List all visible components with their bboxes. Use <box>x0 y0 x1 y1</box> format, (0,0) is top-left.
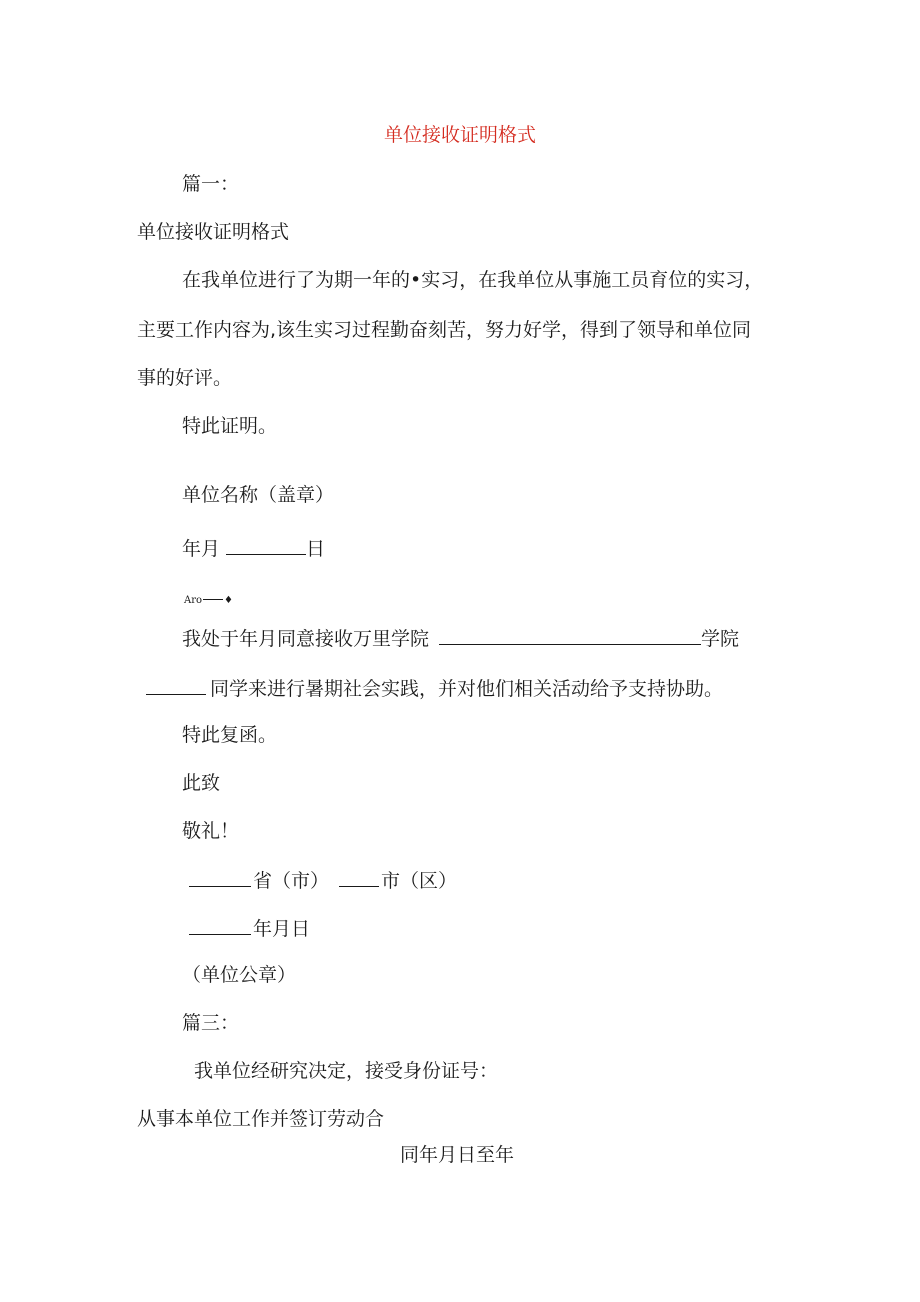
date2-label: 年月日 <box>253 918 311 940</box>
city-label: 市（区） <box>381 870 458 892</box>
salute-line1: 此致 <box>182 772 221 794</box>
certify-text: 特此证明。 <box>182 415 278 437</box>
para2-line2-suffix: 同学来进行暑期社会实践，并对他们相关活动给予支持协助。 <box>210 678 724 700</box>
province-blank <box>189 866 251 887</box>
diamond-icon: ♦ <box>224 595 233 606</box>
section3-label: 篇三： <box>182 1012 240 1034</box>
small-mark <box>184 594 233 608</box>
unit-name-seal: 单位名称（盖章） <box>182 484 335 506</box>
salute-line2: 敬礼！ <box>182 820 240 842</box>
section1-label: 篇一： <box>182 173 240 195</box>
para3-line1: 我单位经研究决定，接受身份证号： <box>194 1060 499 1082</box>
small-mark-dash <box>203 599 223 600</box>
para1-line1: 在我单位进行了为期一年的•实习，在我单位从事施工员育位的实习， <box>182 269 764 291</box>
student-blank <box>146 674 206 695</box>
para1-line3: 事的好评。 <box>137 367 233 389</box>
date1-blank <box>226 534 306 555</box>
year-blank <box>189 914 251 935</box>
unit-seal: （单位公章） <box>182 964 297 986</box>
date1-prefix: 年月 <box>182 538 221 560</box>
para2-line2 <box>146 674 723 702</box>
reply-text: 特此复函。 <box>182 724 278 746</box>
para1-line2: 主要工作内容为,该生实习过程勤奋刻苦，努力好学，得到了领导和单位同 <box>137 319 752 341</box>
para2-line1-prefix: 我处于年月同意接收万里学院 <box>182 628 430 650</box>
location-line <box>189 866 457 894</box>
section1-heading: 单位接收证明格式 <box>137 221 290 243</box>
document-title: 单位接收证明格式 <box>383 124 536 146</box>
province-label: 省（市） <box>253 870 330 892</box>
para2-line1 <box>182 624 739 652</box>
city-blank <box>339 866 379 887</box>
para3-line3: 同年月日至年 <box>400 1144 515 1166</box>
small-mark-text: Aro <box>184 595 203 606</box>
date1-suffix: 日 <box>306 538 326 560</box>
date2-line <box>189 914 310 942</box>
para2-line1-suffix: 学院 <box>701 628 740 650</box>
college-blank <box>439 624 701 645</box>
para3-line2: 从事本单位工作并签订劳动合 <box>137 1108 385 1130</box>
date1-line <box>182 534 325 562</box>
